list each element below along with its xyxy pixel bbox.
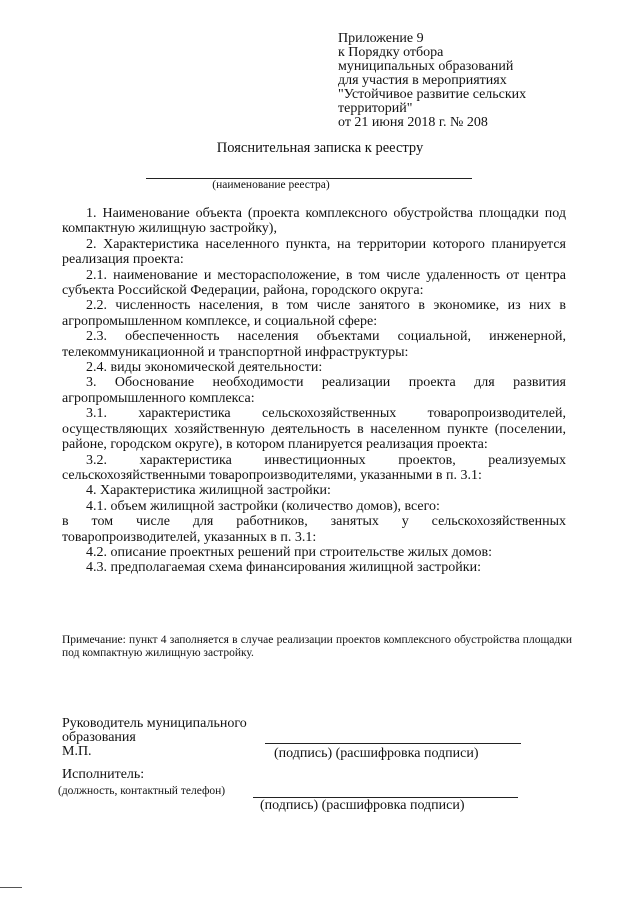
- appendix-line: к Порядку отбора: [338, 45, 444, 60]
- appendix-header: [338, 32, 618, 130]
- item-2-4: 2.4. виды экономической деятельности:: [86, 360, 323, 376]
- head-title-line2: образования: [62, 730, 136, 745]
- appendix-line: территорий": [338, 101, 413, 116]
- item-4-3: 4.3. предполагаемая схема финансирования жилищной застройки:: [86, 560, 481, 576]
- item-4: 4. Характеристика жилищной застройки:: [86, 483, 331, 499]
- item-3-1: 3.1. характеристика сельскохозяйственных товаропроизводителей, осуществляющих хозяйственную деятельность в населенном пункте (поселении, районе, городском округе), в котором планируется реализация проекта:: [62, 406, 566, 453]
- appendix-line: муниципальных образований: [338, 59, 514, 74]
- item-2: 2. Характеристика населенного пункта, на территории которого планируется реализация проекта:: [62, 236, 566, 268]
- page-edge-mark: [0, 887, 22, 888]
- appendix-line: "Устойчивое развитие сельских: [338, 87, 527, 102]
- footnote: Примечание: пункт 4 заполняется в случае реализации проектов комплексного обустройства площадки под компактную жилищную застройку.: [62, 634, 572, 659]
- item-2-3: 2.3. обеспеченность населения объектами социальной, инженерной, телекоммуникационной и транспортной инфраструктуры:: [62, 329, 566, 360]
- executor-label: Исполнитель:: [62, 767, 145, 782]
- item-4-1: 4.1. объем жилищной застройки (количество домов), всего:: [86, 498, 440, 514]
- item-2-1: 2.1. наименование и месторасположение, в том числе удаленность от центра субъекта Российской Федерации, района, городского округа:: [62, 267, 566, 299]
- registry-caption: (наименование реестра): [212, 179, 330, 191]
- item-3: 3. Обоснование необходимости реализации проекта для развития агропромышленного комплекса:: [62, 375, 566, 406]
- executor-signature-caption: (подпись) (расшифровка подписи): [260, 798, 465, 813]
- document-body: [62, 206, 566, 576]
- head-signature-caption: (подпись) (расшифровка подписи): [274, 746, 479, 761]
- appendix-line: от 21 июня 2018 г. № 208: [338, 115, 488, 130]
- item-2-2: 2.2. численность населения, в том числе занятого в экономике, из них в агропромышленном комплексе, и социальной сфере:: [62, 298, 566, 329]
- document-title: Пояснительная записка к реестру: [216, 140, 424, 156]
- appendix-line: Приложение 9: [338, 31, 424, 46]
- appendix-line: для участия в мероприятиях: [338, 73, 507, 88]
- item-3-2: 3.2. характеристика инвестиционных проектов, реализуемых сельскохозяйственными товаропроизводителями, указанными в п. 3.1:: [62, 452, 566, 483]
- stamp-place: М.П.: [62, 744, 92, 759]
- head-signature-label: [62, 717, 247, 759]
- head-signature-line: [265, 743, 521, 744]
- head-title-line1: Руководитель муниципального: [62, 716, 247, 731]
- item-4-2: 4.2. описание проектных решений при строительстве жилых домов:: [86, 544, 493, 560]
- item-4-1-including: в том числе для работников, занятых у сельскохозяйственных товаропроизводителей, указанных в п. 3.1:: [62, 514, 566, 545]
- executor-details: (должность, контактный телефон): [58, 785, 226, 797]
- item-1: 1. Наименование объекта (проекта комплексного обустройства площадки под компактную жилищную застройку),: [62, 206, 566, 237]
